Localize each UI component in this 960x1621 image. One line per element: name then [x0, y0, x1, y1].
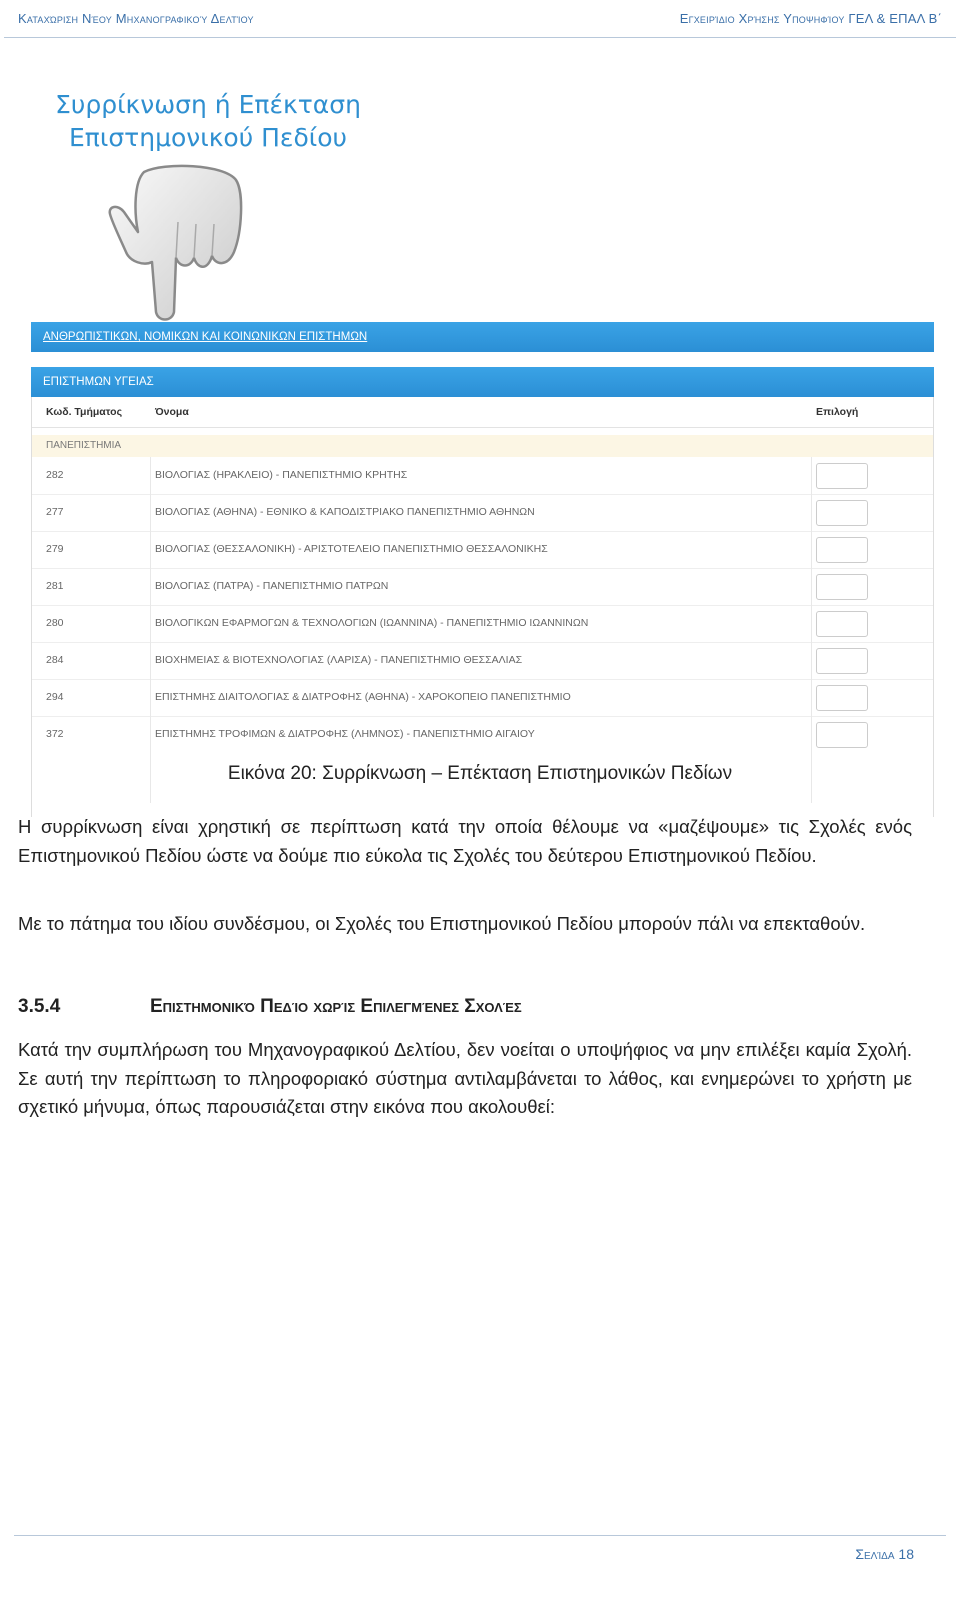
table-row: [32, 716, 933, 753]
schools-table: [31, 397, 934, 817]
page-number: Σελίδα 18: [855, 1546, 914, 1562]
row-code: 281: [46, 580, 64, 592]
row-name: ΒΙΟΧΗΜΕΙΑΣ & ΒΙΟΤΕΧΝΟΛΟΓΙΑΣ (ΛΑΡΙΣΑ) - ΠΑΝΕΠΙΣΤΗΜΙΟ ΘΕΣΣΑΛΙΑΣ: [155, 654, 523, 666]
section-heading: [18, 996, 912, 1024]
paragraph-expand-again: Με το πάτημα του ιδίου συνδέσμου, οι Σχολές του Επιστημονικού Πεδίου μπορούν πάλι να επεκταθούν.: [18, 913, 866, 934]
header-right-title: Εγχειρίδιο Χρήσης Υποψηφίου ΓΕΛ & ΕΠΑΛ Β΄: [679, 10, 942, 26]
header-divider: [4, 37, 956, 38]
choice-input[interactable]: [816, 685, 868, 711]
row-name: ΕΠΙΣΤΗΜΗΣ ΤΡΟΦΙΜΩΝ & ΔΙΑΤΡΟΦΗΣ (ΛΗΜΝΟΣ) - ΠΑΝΕΠΙΣΤΗΜΙΟ ΑΙΓΑΙΟΥ: [155, 728, 535, 740]
table-row: [32, 605, 933, 643]
row-name: ΒΙΟΛΟΓΙΑΣ (ΑΘΗΝΑ) - ΕΘΝΙΚΟ & ΚΑΠΟΔΙΣΤΡΙΑΚΟ ΠΑΝΕΠΙΣΤΗΜΙΟ ΑΘΗΝΩΝ: [155, 506, 535, 518]
paragraph-no-school-selected: Κατά την συμπλήρωση του Μηχανογραφικού Δελτίου, δεν νοείται ο υποψήφιος να μην επιλέξει καμία Σχολή. Σε αυτή την περίπτωση το πληροφοριακό σύστημα αντιλαμβάνεται το λάθος, και ενημερώνει το χρήστη με σχετικό μήνυμα, όπως παρουσιάζεται στην εικόνα που ακολουθεί:: [18, 1039, 912, 1117]
row-code: 277: [46, 506, 64, 518]
choice-input[interactable]: [816, 722, 868, 748]
field-toggle-link-humanities[interactable]: ΑΝΘΡΩΠΙΣΤΙΚΩΝ, ΝΟΜΙΚΩΝ ΚΑΙ ΚΟΙΝΩΝΙΚΩΝ ΕΠΙΣΤΗΜΩΝ: [31, 322, 934, 352]
table-row: [32, 531, 933, 569]
table-header: [32, 397, 933, 428]
col-header-select: Επιλογή: [816, 406, 859, 418]
choice-input[interactable]: [816, 611, 868, 637]
group-row-universities: ΠΑΝΕΠΙΣΤΗΜΙΑ: [32, 435, 933, 457]
field-toggle-link-health-sciences[interactable]: ΕΠΙΣΤΗΜΩΝ ΥΓΕΙΑΣ: [31, 367, 934, 397]
row-code: 282: [46, 469, 64, 481]
table-row: [32, 457, 933, 495]
section-title: Επιστημονικό Πεδίο χωρίς Επιλεγμένες Σχολές: [150, 996, 522, 1017]
row-name: ΒΙΟΛΟΓΙΚΩΝ ΕΦΑΡΜΟΓΩΝ & ΤΕΧΝΟΛΟΓΙΩΝ (ΙΩΑΝΝΙΝΑ) - ΠΑΝΕΠΙΣΤΗΜΙΟ ΙΩΑΝΝΙΝΩΝ: [155, 617, 589, 629]
row-code: 280: [46, 617, 64, 629]
choice-input[interactable]: [816, 500, 868, 526]
row-code: 284: [46, 654, 64, 666]
row-name: ΒΙΟΛΟΓΙΑΣ (ΘΕΣΣΑΛΟΝΙΚΗ) - ΑΡΙΣΤΟΤΕΛΕΙΟ ΠΑΝΕΠΙΣΤΗΜΙΟ ΘΕΣΣΑΛΟΝΙΚΗΣ: [155, 543, 548, 555]
callout-title: [48, 88, 368, 154]
header-left-title: Καταχώριση Νέου Μηχανογραφικού Δελτίου: [18, 10, 254, 26]
callout-line-2: Επιστημονικού Πεδίου: [69, 123, 347, 152]
row-code: 279: [46, 543, 64, 555]
running-header: [18, 6, 942, 30]
choice-input[interactable]: [816, 574, 868, 600]
row-name: ΒΙΟΛΟΓΙΑΣ (ΗΡΑΚΛΕΙΟ) - ΠΑΝΕΠΙΣΤΗΜΙΟ ΚΡΗΤΗΣ: [155, 469, 408, 481]
pointing-hand-icon: [104, 162, 254, 322]
footer-divider: [14, 1535, 946, 1536]
choice-input[interactable]: [816, 648, 868, 674]
choice-input[interactable]: [816, 537, 868, 563]
paragraph-collapse-usage: Η συρρίκνωση είναι χρηστική σε περίπτωση κατά την οποία θέλουμε να «μαζέψουμε» τις Σχολές ενός Επιστημονικού Πεδίου ώστε να δούμε πιο εύκολα τις Σχολές του δεύτερου Επιστημονικού Πεδίου.: [18, 816, 912, 866]
figure-caption: Εικόνα 20: Συρρίκνωση – Επέκταση Επιστημονικών Πεδίων: [227, 763, 733, 784]
table-row: [32, 679, 933, 717]
table-row: [32, 642, 933, 680]
row-name: ΕΠΙΣΤΗΜΗΣ ΔΙΑΙΤΟΛΟΓΙΑΣ & ΔΙΑΤΡΟΦΗΣ (ΑΘΗΝΑ) - ΧΑΡΟΚΟΠΕΙΟ ΠΑΝΕΠΙΣΤΗΜΙΟ: [155, 691, 571, 703]
col-header-code: Κωδ. Τμήματος: [46, 406, 123, 418]
table-row: [32, 494, 933, 532]
table-row: [32, 568, 933, 606]
col-header-name: Όνομα: [155, 406, 189, 418]
callout-line-1: Συρρίκνωση ή Επέκταση: [55, 90, 361, 119]
figure-screenshot: [30, 82, 936, 762]
row-name: ΒΙΟΛΟΓΙΑΣ (ΠΑΤΡΑ) - ΠΑΝΕΠΙΣΤΗΜΙΟ ΠΑΤΡΩΝ: [155, 580, 389, 592]
choice-input[interactable]: [816, 463, 868, 489]
row-code: 372: [46, 728, 64, 740]
row-code: 294: [46, 691, 64, 703]
section-number: 3.5.4: [18, 996, 61, 1017]
